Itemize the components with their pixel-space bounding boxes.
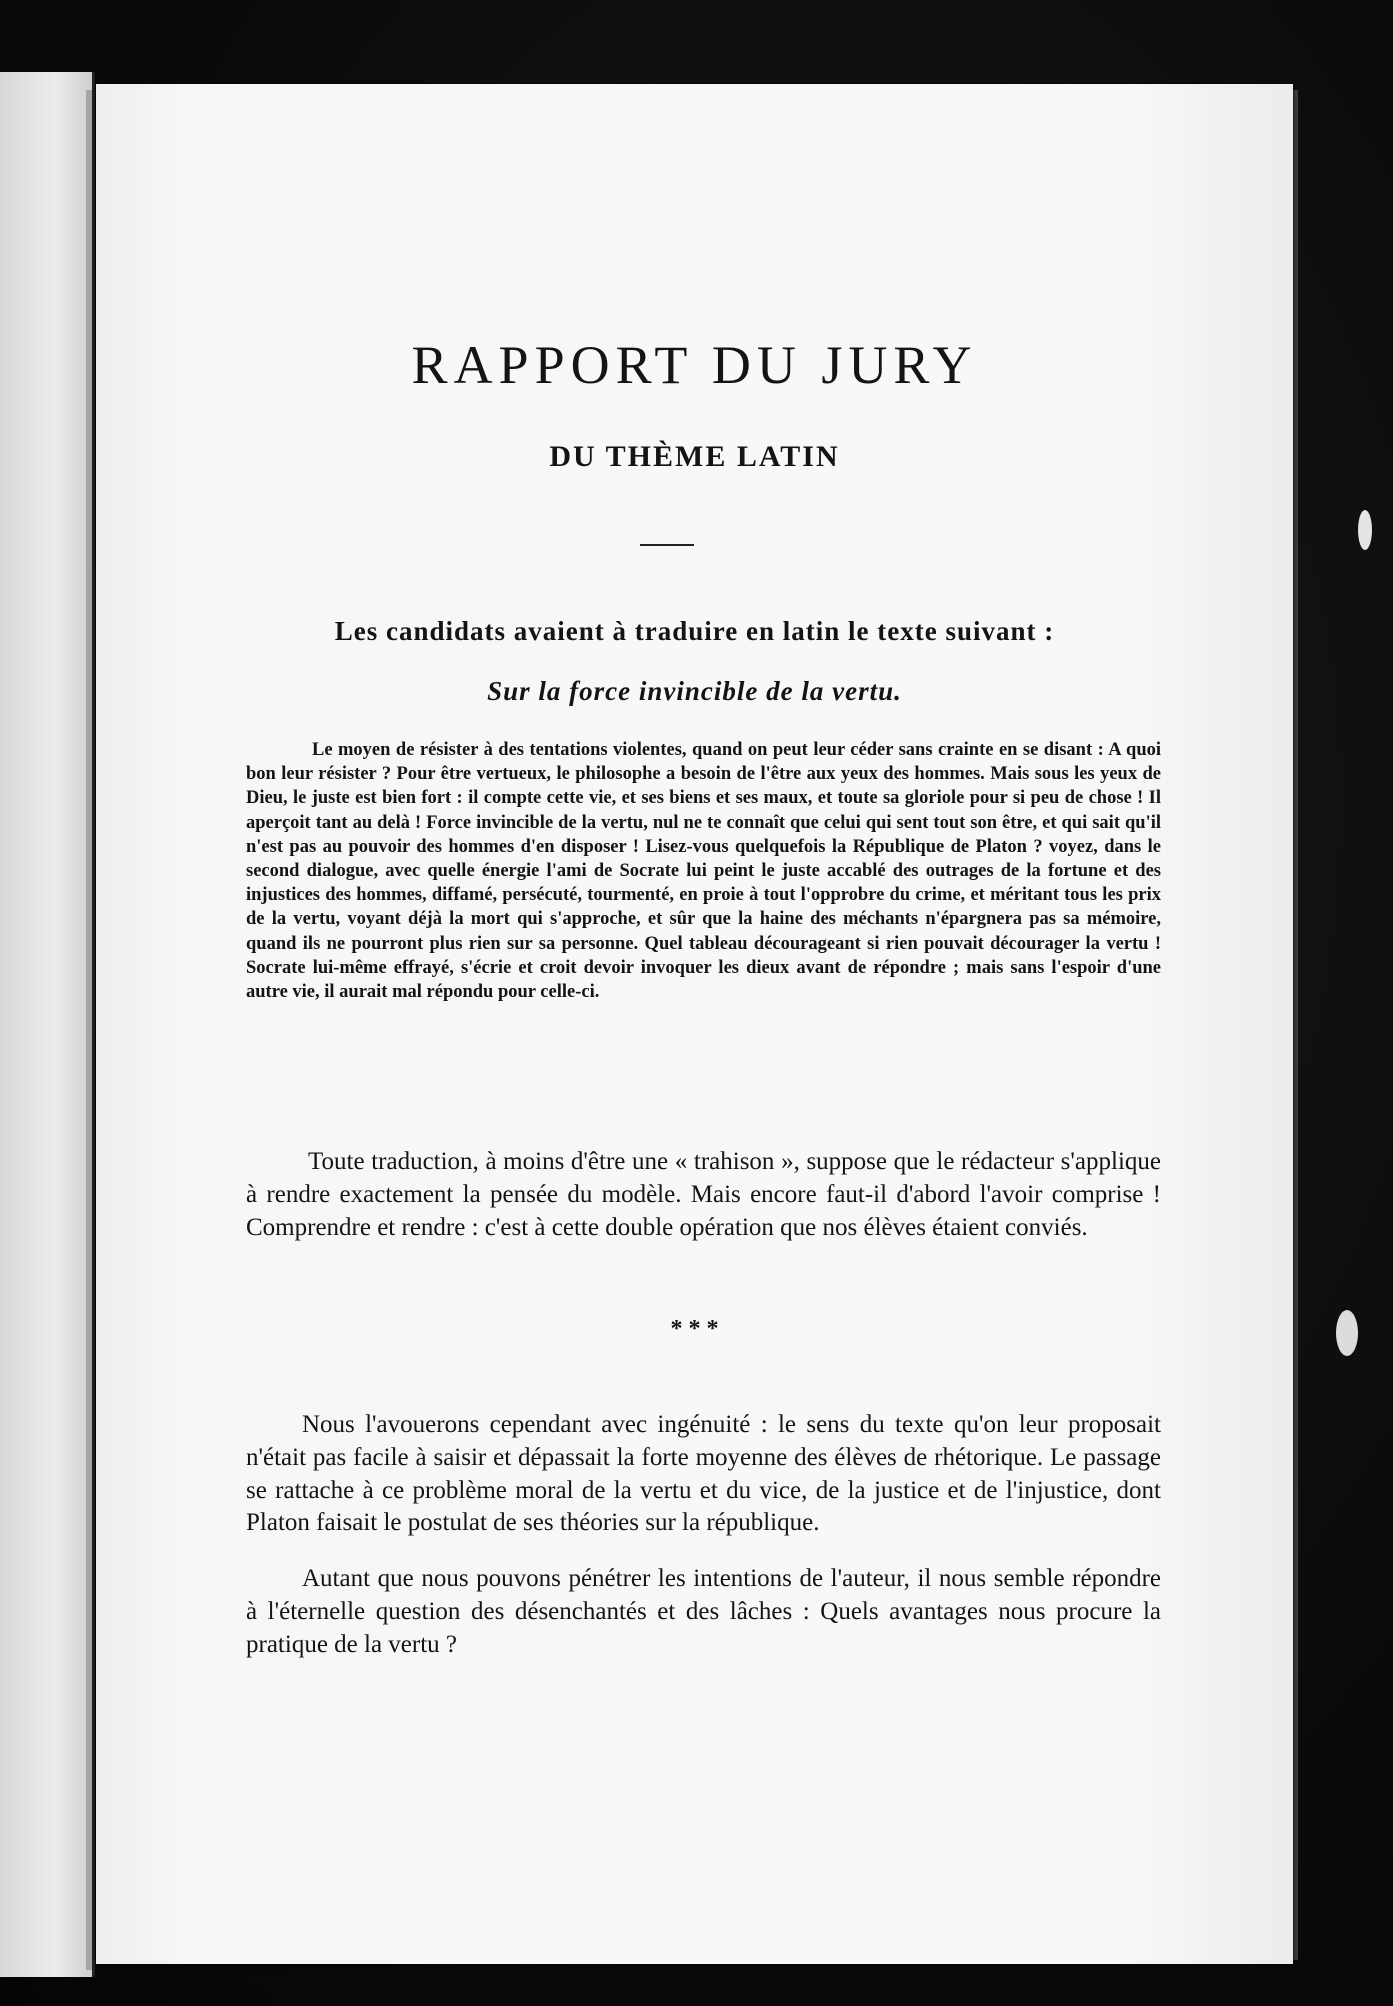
- page-subtitle: DU THÈME LATIN: [549, 440, 840, 473]
- intro-line: Les candidats avaient à traduire en latin le texte suivant :: [334, 616, 1055, 646]
- source-text-paragraph: Le moyen de résister à des tentations violentes, quand on peut leur céder sans crainte en se disant : A quoi bon leur résister ? Pour être vertueux, le philosophe a besoin de l'être aux yeux des hommes. Mais sous les yeux de Dieu, le juste est bien fort : il compte cette vie, et ses biens et ses maux, et toute sa gloriole pour si peu de chose ! Il aperçoit tant au delà ! Force invincible de la vertu, nul ne te connaît que celui qui sent tout son être, et qui sait qu'il n'est pas au pouvoir des hommes d'en disposer ! Lisez-vous quelquefois la République de Platon ? voyez, dans le second dialogue, avec quelle énergie l'ami de Socrate lui peint le juste accablé des outrages de la fortune et des injustices des hommes, diffamé, persécuté, tourmenté, en proie à tout l'opprobre du crime, et méritant tous les prix de la vertu, voyant déjà la mort qui s'approche, et sûr que la haine des méchants n'épargnera pas sa mémoire, quand ils ne pourront plus rien sur sa personne. Quel tableau décourageant si rien pouvait décourager la vertu ! Socrate lui-même effrayé, s'écrie et croit devoir invoquer les dieux avant de répondre ; mais sans l'espoir d'une autre vie, il aurait mal répondu pour celle-ci.: [246, 740, 1161, 1003]
- title-divider: [640, 544, 694, 546]
- document-page: [96, 84, 1293, 1964]
- scan-artifact: [1336, 1310, 1358, 1356]
- body-paragraph-2: Nous l'avouerons cependant avec ingénuité : le sens du texte qu'on leur proposait n'était pas facile à saisir et dépassait la forte moyenne des élèves de rhétorique. Le passage se rattache à ce problème moral de la vertu et du vice, de la justice et de l'injustice, dont Platon faisait le postulat de ses théories sur la république.: [246, 1411, 1161, 1537]
- gutter-shadow: [86, 90, 92, 1970]
- scan-artifact: [1358, 510, 1372, 550]
- body-paragraph-3: Autant que nous pouvons pénétrer les intentions de l'auteur, il nous semble répondre à l'éternelle question des désenchantés et des lâches : Quels avantages nous procure la pratique de la vertu ?: [246, 1565, 1161, 1658]
- subject-title: Sur la force invincible de la vertu.: [487, 676, 902, 706]
- body-paragraph-1: Toute traduction, à moins d'être une « trahison », suppose que le rédacteur s'applique à rendre exactement la pensée du modèle. Mais encore faut-il d'abord l'avoir comprise ! Comprendre et rendre : c'est à cette double opération que nos élèves étaient conviés.: [246, 1148, 1161, 1241]
- page-title: RAPPORT DU JURY: [411, 335, 978, 395]
- facing-page-edge: [0, 72, 95, 1977]
- section-separator: * * *: [670, 1316, 719, 1342]
